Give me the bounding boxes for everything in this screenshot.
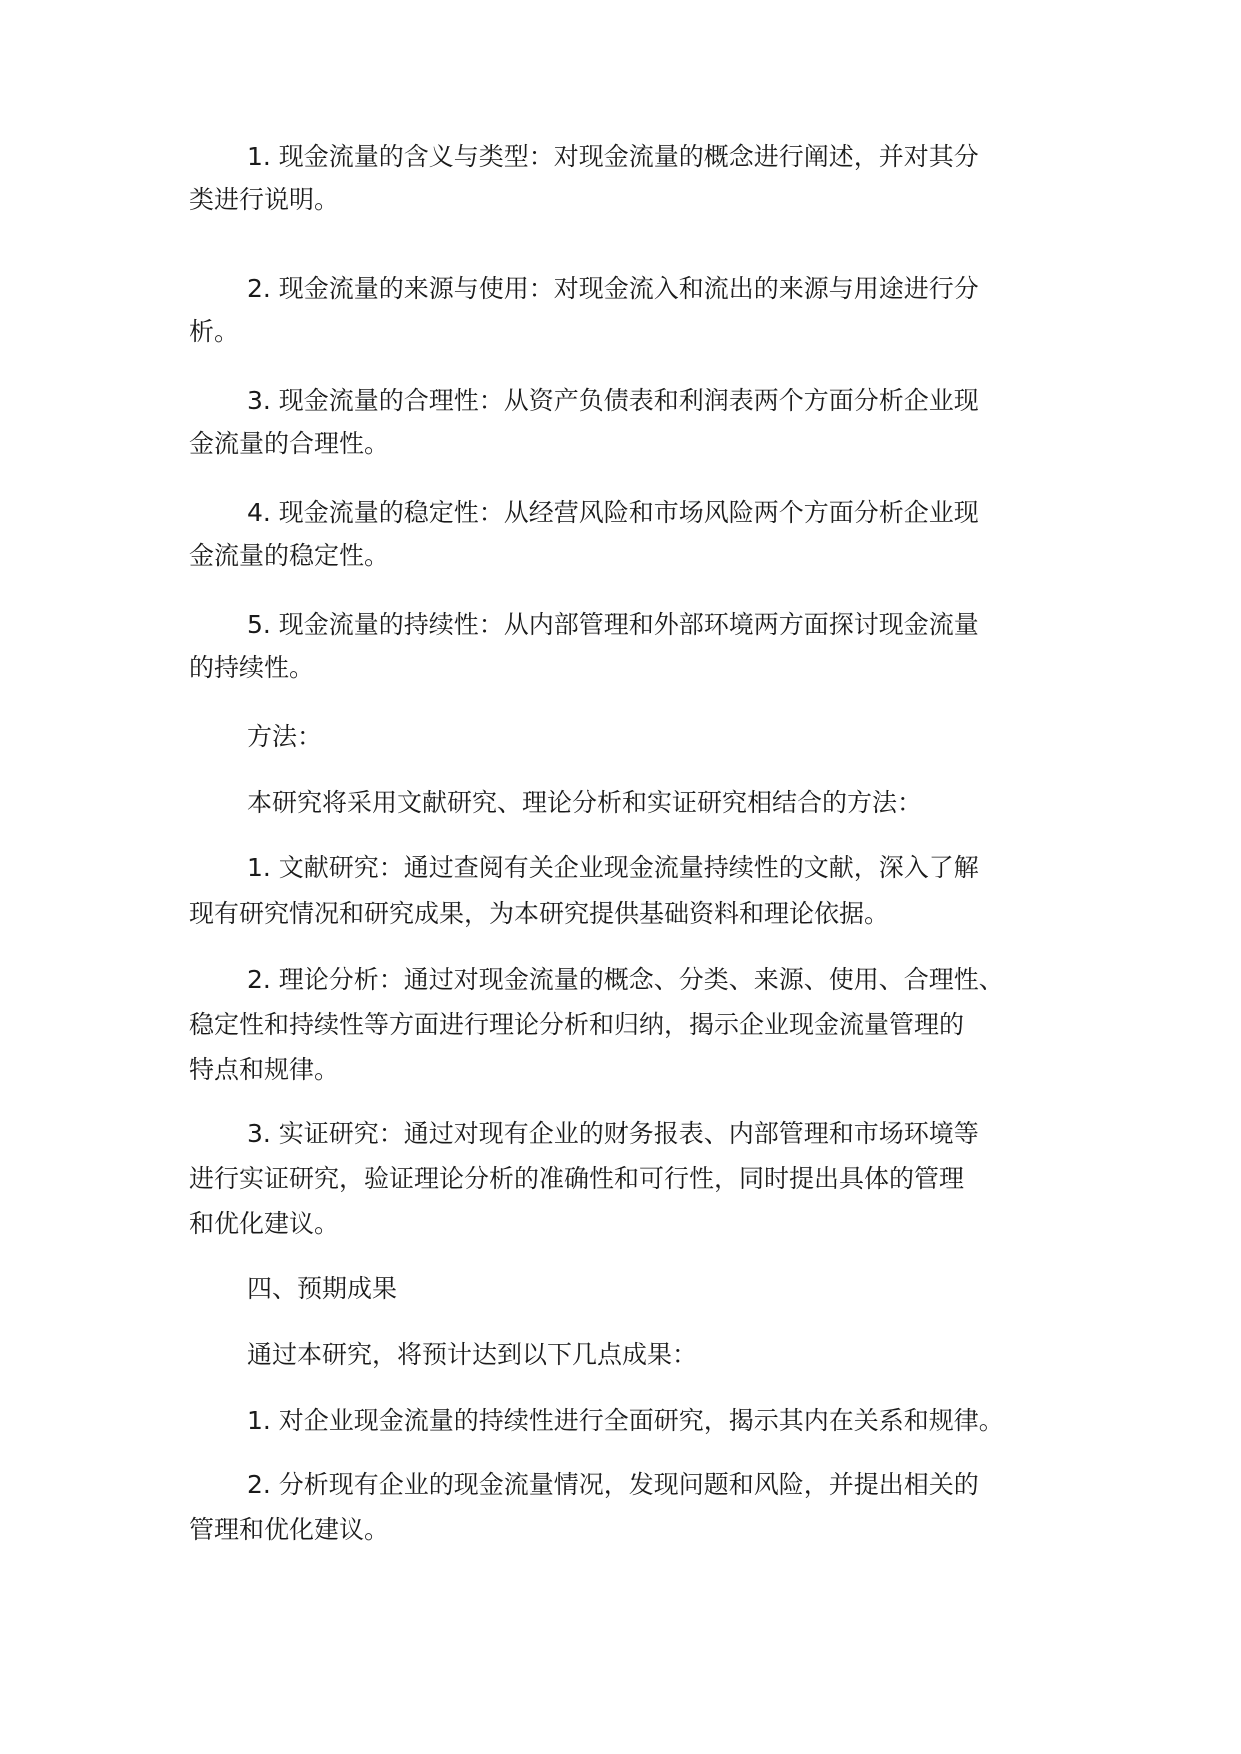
paragraph-line: 通过本研究，将预计达到以下几点成果： bbox=[247, 1340, 698, 1369]
paragraph-line: 2. 现金流量的来源与使用：对现金流入和流出的来源与用途进行分 bbox=[247, 274, 979, 303]
paragraph-line: 2. 理论分析：通过对现金流量的概念、分类、来源、使用、合理性、 bbox=[247, 965, 1004, 994]
paragraph-line: 金流量的合理性。 bbox=[189, 429, 390, 458]
paragraph-line: 进行实证研究，验证理论分析的准确性和可行性，同时提出具体的管理 bbox=[189, 1164, 965, 1193]
paragraph-line: 本研究将采用文献研究、理论分析和实证研究相结合的方法： bbox=[247, 788, 923, 817]
paragraph-line: 3. 实证研究：通过对现有企业的财务报表、内部管理和市场环境等 bbox=[247, 1119, 979, 1148]
paragraph-line: 管理和优化建议。 bbox=[189, 1515, 390, 1544]
paragraph-line: 的持续性。 bbox=[189, 653, 315, 682]
paragraph-line: 特点和规律。 bbox=[189, 1055, 340, 1084]
paragraph-line: 3. 现金流量的合理性：从资产负债表和利润表两个方面分析企业现 bbox=[247, 386, 979, 415]
paragraph-line: 和优化建议。 bbox=[189, 1209, 340, 1238]
paragraph-line: 四、预期成果 bbox=[247, 1274, 398, 1303]
paragraph-line: 金流量的稳定性。 bbox=[189, 541, 390, 570]
paragraph-line: 2. 分析现有企业的现金流量情况，发现问题和风险，并提出相关的 bbox=[247, 1470, 979, 1499]
paragraph-line: 1. 文献研究：通过查阅有关企业现金流量持续性的文献，深入了解 bbox=[247, 853, 979, 882]
paragraph-line: 类进行说明。 bbox=[189, 185, 340, 214]
paragraph-line: 稳定性和持续性等方面进行理论分析和归纳，揭示企业现金流量管理的 bbox=[189, 1010, 965, 1039]
paragraph-line: 现有研究情况和研究成果，为本研究提供基础资料和理论依据。 bbox=[189, 899, 890, 928]
paragraph-line: 1. 对企业现金流量的持续性进行全面研究，揭示其内在关系和规律。 bbox=[247, 1406, 1004, 1435]
paragraph-line: 4. 现金流量的稳定性：从经营风险和市场风险两个方面分析企业现 bbox=[247, 498, 979, 527]
paragraph-line: 1. 现金流量的含义与类型：对现金流量的概念进行阐述，并对其分 bbox=[247, 142, 979, 171]
paragraph-line: 5. 现金流量的持续性：从内部管理和外部环境两方面探讨现金流量 bbox=[247, 610, 979, 639]
paragraph-line: 析。 bbox=[189, 317, 240, 346]
paragraph-line: 方法： bbox=[247, 722, 323, 751]
